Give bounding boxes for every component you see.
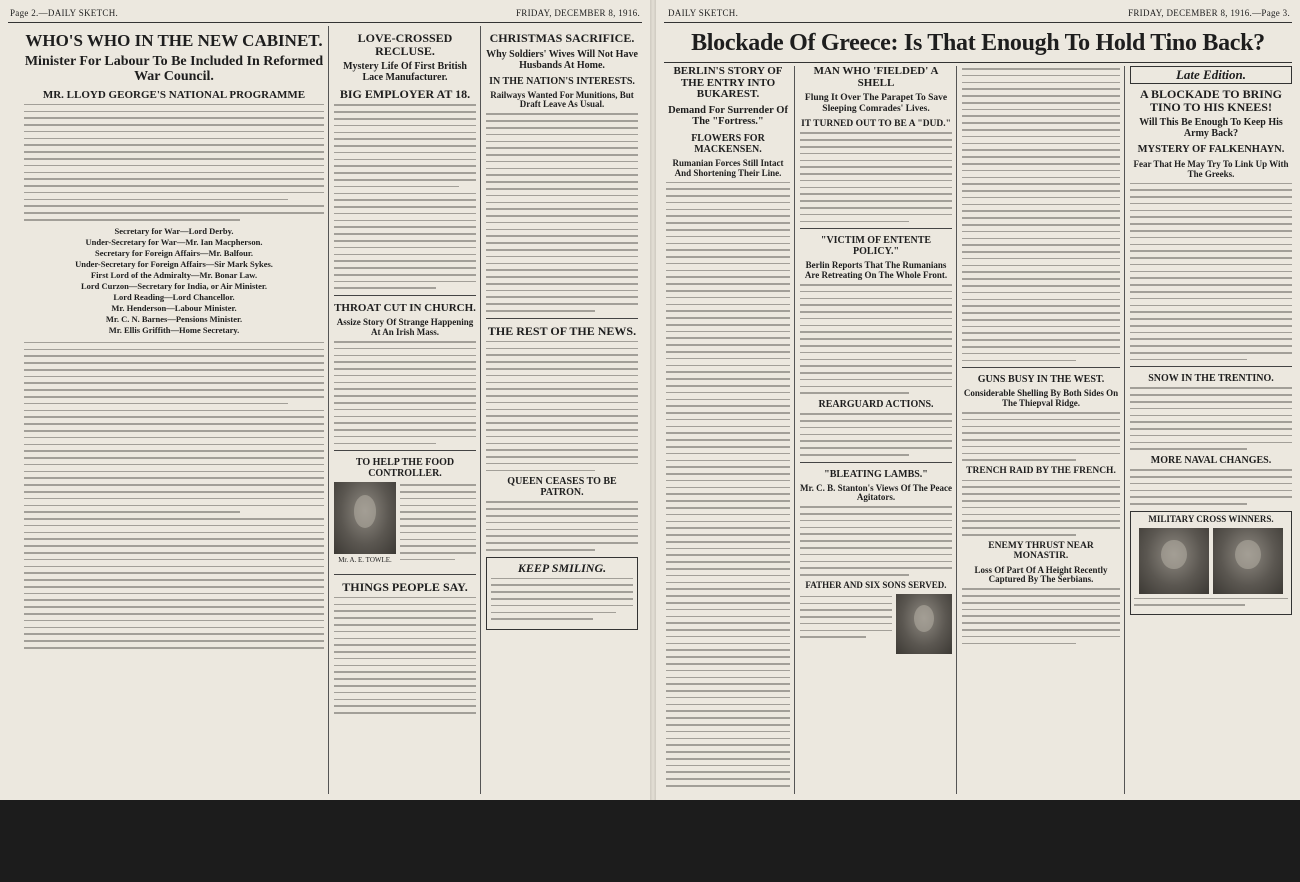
tino-subhead: Will This Be Enough To Keep His Army Back? [1139, 117, 1283, 140]
towle-photo-wrap [334, 482, 396, 567]
nations-interests-subhead: Railways Wanted For Munitions, But Draft Leave As Usual. [490, 89, 634, 110]
father-six-sons-block [800, 594, 952, 654]
towle-photo-caption: Mr. A. E. TOWLE. [338, 556, 392, 565]
recluse-body [334, 104, 476, 289]
late-edition-label: Late Edition. [1130, 66, 1292, 84]
shell-body [800, 132, 952, 222]
military-cross-headline: MILITARY CROSS WINNERS. [1148, 513, 1274, 524]
military-cross-caption-lines [1134, 598, 1288, 606]
recluse-headline: LOVE-CROSSED RECLUSE. [357, 32, 453, 58]
rest-of-news-body [486, 341, 638, 471]
appointment-item: Under-Secretary for Foreign Affairs—Sir Mark Sykes. [75, 258, 273, 269]
appointment-item: Under-Secretary for War—Mr. Ian Macpherson. [85, 236, 263, 247]
appointment-item: Mr. C. N. Barnes—Pensions Minister. [105, 313, 243, 324]
left-col-christmas [486, 32, 638, 792]
rearguard-body [800, 413, 952, 455]
cabinet-body-1 [24, 104, 324, 221]
cabinet-body-2 [24, 342, 324, 649]
falkenhayn-section: MYSTERY OF FALKENHAYN. [1137, 144, 1285, 156]
throat-cut-body [334, 341, 476, 444]
dud-section: IT TURNED OUT TO BE A "DUD." [801, 118, 951, 129]
father-six-sons-body [800, 596, 892, 652]
appointment-item: Secretary for War—Lord Derby. [114, 225, 234, 236]
trench-raid-body [962, 480, 1120, 536]
christmas-headline: CHRISTMAS SACRIFICE. [489, 32, 635, 45]
bukarest-subhead: Demand For Surrender Of The "Fortress." [668, 104, 788, 128]
left-top-rule [8, 22, 642, 23]
flowers-section: FLOWERS FOR MACKENSEN. [691, 132, 765, 155]
right-top-rule [664, 22, 1292, 23]
right-col-divider-3 [1124, 66, 1125, 794]
cabinet-headline: WHO'S WHO IN THE NEW CABINET. [25, 32, 323, 50]
nations-interests-section: IN THE NATION'S INTERESTS. [489, 75, 635, 87]
bukarest-headline: BERLIN'S STORY OF THE ENTRY INTO BUKAREST. [673, 66, 783, 101]
cabinet-subhead: Minister For Labour To Be Included In Reformed War Council. [24, 53, 324, 85]
queen-patron-body [486, 501, 638, 550]
naval-changes-headline: MORE NAVAL CHANGES. [1150, 455, 1272, 467]
right-col-western-front [962, 66, 1120, 794]
recluse-subhead: Mystery Life Of First British Lace Manufacturer. [343, 61, 467, 84]
left-col-divider-1 [328, 26, 329, 794]
appointment-item: Mr. Henderson—Labour Minister. [111, 302, 237, 313]
food-controller-headline: TO HELP THE FOOD CONTROLLER. [355, 457, 455, 480]
trentino-body [1130, 387, 1292, 450]
keep-smiling-box [486, 557, 638, 631]
rest-of-news-headline: THE REST OF THE NEWS. [487, 323, 637, 338]
right-col-late-edition [1130, 66, 1292, 794]
keep-smiling-title: KEEP SMILING. [517, 560, 607, 575]
entente-policy-subhead: Berlin Reports That The Rumanians Are Retreating On The Whole Front. [804, 260, 948, 281]
keep-smiling-body [491, 578, 633, 620]
father-portrait-photo [896, 594, 952, 654]
trentino-headline: SNOW IN THE TRENTINO. [1148, 373, 1274, 385]
appointment-item: Lord Reading—Lord Chancellor. [113, 291, 235, 302]
food-controller-body [400, 484, 476, 565]
bleating-lambs-subhead: Mr. C. B. Stanton's Views Of The Peace Agitators. [800, 482, 952, 503]
bukarest-body [666, 182, 790, 787]
trench-raid-headline: TRENCH RAID BY THE FRENCH. [966, 466, 1116, 477]
left-col-cabinet [24, 32, 324, 792]
entente-policy-headline: "VICTIM OF ENTENTE POLICY." [820, 235, 932, 258]
right-col-bukarest [666, 66, 790, 794]
towle-portrait-photo [334, 482, 396, 554]
left-folio-page: Page 2.—DAILY SKETCH. [10, 8, 119, 18]
western-front-body-top [962, 68, 1120, 361]
naval-changes-body [1130, 469, 1292, 505]
queen-patron-headline: QUEEN CEASES TO BE PATRON. [507, 476, 617, 499]
appointment-item: Secretary for Foreign Affairs—Mr. Balfour. [94, 247, 253, 258]
right-page [656, 0, 1300, 800]
guns-busy-subhead: Considerable Shelling By Both Sides On The Thiepval Ridge. [963, 388, 1119, 409]
left-page [0, 0, 650, 800]
recluse-section: BIG EMPLOYER AT 18. [339, 87, 471, 102]
throat-cut-subhead: Assize Story Of Strange Happening At An Irish Mass. [336, 317, 474, 338]
father-six-sons-headline: FATHER AND SIX SONS SERVED. [805, 579, 947, 590]
food-controller-block [334, 482, 476, 567]
monastir-headline: ENEMY THRUST NEAR MONASTIR. [988, 540, 1094, 562]
tino-headline: A BLOCKADE TO BRING TINO TO HIS KNEES! [1140, 87, 1282, 114]
military-cross-photos [1134, 528, 1288, 594]
bleating-lambs-headline: "BLEATING LAMBS." [824, 468, 928, 480]
flowers-subhead: Rumanian Forces Still Intact And Shortening Their Line. [672, 157, 784, 178]
appointment-item: Mr. Ellis Griffith—Home Secretary. [108, 324, 240, 335]
left-folio-date: FRIDAY, DECEMBER 8, 1916. [515, 8, 640, 18]
rearguard-headline: REARGUARD ACTIONS. [818, 399, 934, 411]
christmas-subhead: Why Soldiers' Wives Will Not Have Husbands At Home. [486, 48, 638, 71]
things-people-say-headline: THINGS PEOPLE SAY. [342, 579, 468, 594]
bottom-dark-strip [0, 800, 1300, 882]
things-people-say-body [334, 597, 476, 714]
right-col-shell [800, 66, 952, 794]
soldier-portrait-photo-2 [1213, 528, 1283, 594]
left-col-recluse [334, 32, 476, 792]
shell-headline: MAN WHO 'FIELDED' A SHELL [813, 66, 939, 89]
monastir-subhead: Loss Of Part Of A Height Recently Captured By The Serbians. [974, 564, 1108, 585]
bleating-lambs-body [800, 506, 952, 575]
falkenhayn-body [1130, 183, 1292, 361]
shell-subhead: Flung It Over The Parapet To Save Sleeping Comrades' Lives. [804, 93, 948, 114]
falkenhayn-subhead: Fear That He May Try To Link Up With The Greeks. [1133, 158, 1289, 179]
guns-busy-headline: GUNS BUSY IN THE WEST. [977, 374, 1105, 386]
right-banner-rule [664, 62, 1292, 63]
soldier-portrait-photo-1 [1139, 528, 1209, 594]
left-col-divider-2 [480, 26, 481, 794]
right-col-divider-2 [956, 66, 957, 794]
appointment-item: Lord Curzon—Secretary for India, or Air Minister. [80, 280, 268, 291]
entente-policy-body [800, 284, 952, 394]
guns-busy-body [962, 412, 1120, 461]
right-folio-date: FRIDAY, DECEMBER 8, 1916.—Page 3. [1128, 8, 1290, 18]
christmas-body [486, 113, 638, 311]
right-folio-masthead: DAILY SKETCH. [668, 8, 739, 18]
right-col-divider-1 [794, 66, 795, 794]
monastir-body [962, 588, 1120, 644]
throat-cut-headline: THROAT CUT IN CHURCH. [334, 302, 476, 315]
cabinet-section: MR. LLOYD GEORGE'S NATIONAL PROGRAMME [42, 88, 306, 101]
cabinet-appointments-list [24, 226, 324, 336]
appointment-item: First Lord of the Admiralty—Mr. Bonar Law. [90, 269, 258, 280]
blockade-banner-headline: Blockade Of Greece: Is That Enough To Hold Tino Back? [691, 30, 1265, 56]
military-cross-box [1130, 511, 1292, 615]
